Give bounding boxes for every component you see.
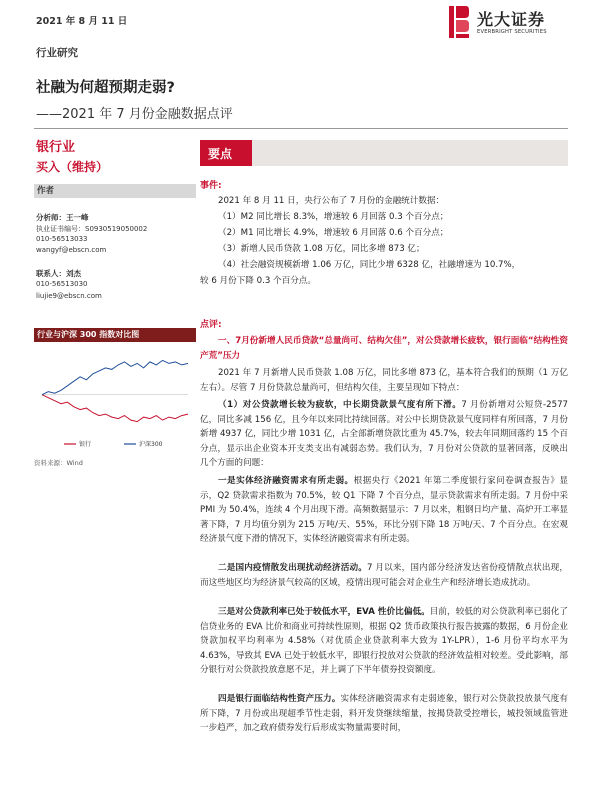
analyst-license: 执业证书编号：S0930519050002: [36, 225, 148, 233]
contact-email[interactable]: liujie9@ebscn.com: [36, 292, 102, 300]
paragraph: [200, 474, 568, 547]
logo-text-cn: 光大证券: [477, 10, 546, 29]
industry-name: 银行业: [36, 140, 76, 155]
paragraph: [200, 692, 568, 736]
legend-label-1: 沪深300: [139, 441, 163, 448]
paragraph-lead: 二是国内疫情散发出现扰动经济活动。: [218, 563, 367, 573]
paragraph-body: 根据央行《2021 年第二季度银行家问卷调查报告》显示，Q2 贷款需求指数为 70.5%，较 Q1 下降 7 个百分点，显示贷款需求有所走弱。7 月份中采 PMI 为 50.4%，连续 4 个月出现下滑。高频数据显示：7 月以来，粗钢日均产量、高炉开工率显著下降，7 月均值分别为 215 万吨/天、55%，环比分别下降 18 万吨/天、7 个百分点。在宏观经济景气度下滑的情况下，实体经济融资需求有所走弱。: [200, 476, 568, 545]
chart-heading: 行业与沪深 300 指数对比图: [34, 328, 196, 342]
company-logo: [447, 4, 567, 44]
event-line: （4）社会融资规模新增 1.06 万亿，同比少增 6328 亿，社融增速为 10.7%，: [218, 260, 521, 270]
event-line: （2）M1 同比增长 4.9%，增速较 6 月回落 0.6 个百分点；: [218, 228, 449, 238]
event-line: （1）M2 同比增长 8.3%，增速较 6 月回落 0.3 个百分点；: [218, 212, 449, 222]
series-line-0: [42, 395, 188, 422]
report-date: 2021 年 8 月 11 日: [36, 16, 128, 27]
authors-heading: 作者: [34, 184, 196, 198]
analyst-name: 分析师：王一峰: [36, 213, 89, 222]
paragraph-lead: （1）对公贷款增长较为疲软，中长期贷款景气度有所下滑。: [218, 400, 462, 410]
everbright-logo-icon: [447, 4, 471, 40]
contact-phone: 010-56513030: [36, 280, 88, 288]
logo-text-en: EVERBRIGHT SECURITIES: [477, 29, 547, 35]
paragraph: [200, 605, 568, 678]
header-divider: [34, 128, 568, 129]
legend-label-0: 银行: [79, 441, 92, 448]
paragraph-lead: 一是实体经济融资需求有所走弱。: [218, 476, 354, 486]
paragraph-body: 7 月以来，国内部分经济发达省份疫情散点状出现，而这些地区均为经济景气较高的区域，疫情出现可能会对企业生产和经济增长造成扰动。: [200, 563, 568, 588]
paragraph-lead: 四是银行面临结构性资产压力。: [218, 694, 341, 704]
paragraph: 2021 年 7 月新增人民币贷款 1.08 万亿，同比多增 873 亿，基本符合我们的预期（1 万亿左右）。尽管 7 月份贷款总量尚可，但结构欠佳，主要呈现如下特点：: [200, 368, 568, 393]
analyst-phone: 010-56513033: [36, 235, 88, 243]
paragraph-body: 实体经济融资需求有走弱迹象，银行对公贷款投放景气度有所下降，7 月份或出现超季节性走弱，料开发贷继续缩量，按揭贷款受控增长，城投领域监管进一步趋严，加之政府债券发行后形成实物量需要时间，: [200, 694, 568, 734]
summary-heading: 要点: [200, 140, 252, 166]
section-heading: 一、7月份新增人民币贷款“总量尚可、结构欠佳”，对公贷款增长疲软，银行面临“结构性资产荒”压力: [200, 336, 568, 361]
paragraph-body: 7 月份新增对公短贷-2577 亿，同比多减 156 亿，且今年以来同比持续回落。对公中长期贷款景气度同样有所回落，7 月份新增 4937 亿，同比少增 1031 亿，占全部新增贷款比重为 45.7%，较去年同期回落约 15 个百分点，显示出企业资本开支类支出有减弱态势。我们认为，7 月份对公贷款的显著回落，反映出几个方面的问题：: [200, 400, 569, 469]
paragraph-lead: 三是对公贷款利率已处于较低水平，EVA 性价比偏低。: [218, 607, 430, 617]
paragraph: [200, 398, 568, 471]
series-line-1: [42, 360, 188, 394]
index-comparison-chart: [34, 344, 196, 454]
contact-name: 联系人：刘杰: [36, 269, 81, 278]
summary-header-bar: [200, 140, 568, 166]
event-line: 2021 年 8 月 11 日，央行公布了 7 月份的金融统计数据：: [218, 196, 445, 206]
event-line: 较 6 月份下降 0.3 个百分点。: [200, 276, 316, 286]
rating: 买入（维持）: [36, 160, 109, 174]
event-label: 事件:: [200, 181, 222, 191]
paragraph: [200, 561, 568, 590]
paragraph-body: 目前，较低的对公贷款利率已弱化了信贷业务的 EVA 比价和商业可持续性原则，根据 Q2 货币政策执行报告披露的数据，6 月份企业贷款加权平均利率为 4.58%（对优质企业贷款利率大致为 1Y-LPR），1-6 月份平均水平为 4.63%，导致其 EVA 已处于较低水平，即银行投放对公贷款的经济效益相对较差。受此影响，部分银行对公贷款投放意愿不足，并上调了下半年债券投资额度。: [200, 607, 568, 676]
report-category: 行业研究: [36, 47, 78, 59]
report-title: 社融为何超预期走弱?: [36, 80, 175, 96]
report-subtitle: ——2021 年 7 月份金融数据点评: [36, 107, 233, 122]
analyst-email[interactable]: wangyf@ebscn.com: [36, 246, 107, 254]
event-line: （3）新增人民币贷款 1.08 万亿，同比多增 873 亿；: [218, 244, 425, 254]
comment-label: 点评:: [200, 320, 222, 330]
chart-source: 资料来源：Wind: [34, 459, 83, 467]
